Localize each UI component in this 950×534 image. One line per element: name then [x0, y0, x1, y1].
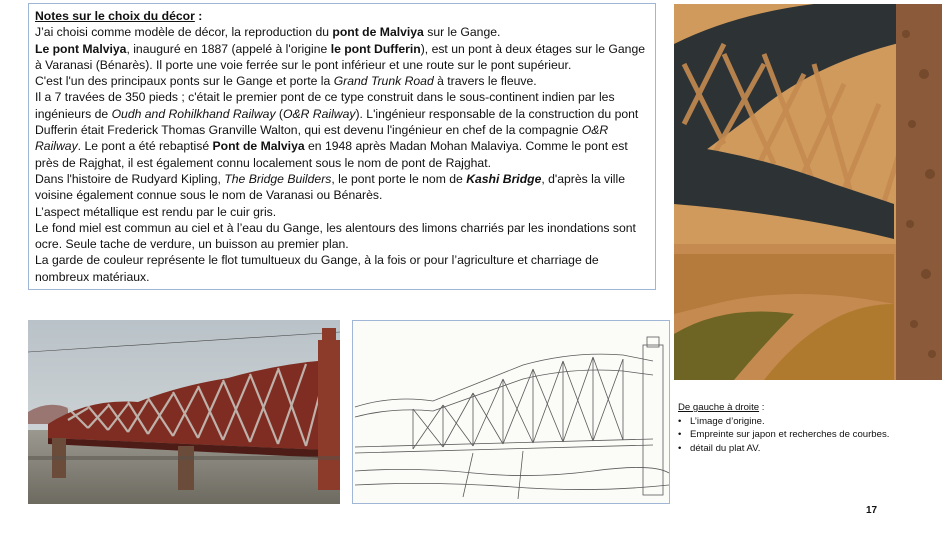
paragraph-2: Le pont Malviya, inauguré en 1887 (appelé à l'origine le pont Dufferin), est un pont à deux étages sur le Gange à Varanasi (Bénarès). Il porte une voie ferrée sur le pont inférieur et une route sur le pont supérieur.	[35, 41, 645, 72]
paragraph-3: C'est l'un des principaux ponts sur le Gange et porte la Grand Trunk Road à travers le fleuve.	[35, 74, 537, 89]
paragraph-4: Il a 7 travées de 350 pieds ; c'était le premier pont de ce type construit dans le sous-continent indien par les ingénieurs de Oudh and Rohilkhand Railway (O&R Railway). L'ingénieur responsable de la construction du pont Dufferin était Frederick Thomas Granville Walton, qui est devenu l'ingénieur en chef de la compagnie O&R Railway. Le pont a été rebaptisé Pont de Malviya en 1948 après Madan Mohan Malaviya. Comme le pont est près de Rajghat, il est également connu localement sous le nom de pont de Rajghat.	[35, 90, 639, 170]
paragraph-5: Dans l'histoire de Rudyard Kipling, The Bridge Builders, le pont porte le nom de Kashi Bridge, d'après la ville voisine également connue sous le nom de Varanasi ou Bénarès.	[35, 171, 625, 203]
bridge-photo	[28, 320, 340, 504]
caption-item: • détail du plat AV.	[688, 442, 946, 456]
paragraph-7: Le fond miel est commun au ciel et à l’eau du Gange, les alentours des limons charriés par les inondations sont ocre. Seule tache de verdure, un buisson au premier plan.	[35, 220, 636, 252]
paragraph-6: L’aspect métallique est rendu par le cuir gris.	[35, 204, 277, 219]
notes-text-box	[28, 3, 656, 290]
page-number: 17	[866, 505, 878, 516]
caption-list	[678, 415, 946, 456]
paragraph-8: La garde de couleur représente le flot tumultueux du Gange, à la fois or pour l’agriculture et charriage de nombreux matériaux.	[35, 253, 599, 284]
image-caption: De gauche à droite : • L’image d’origine. • Empreinte sur japon et recherches de courbes. • détail du plat AV.	[678, 401, 946, 455]
caption-title: De gauche à droite	[678, 402, 760, 413]
notes-title-colon: :	[194, 9, 203, 23]
leather-detail-photo	[674, 4, 942, 380]
paragraph-1: J’ai choisi comme modèle de décor, la reproduction du pont de Malviya sur le Gange.	[35, 25, 501, 40]
caption-item: • L’image d’origine.	[688, 415, 946, 429]
caption-item: • Empreinte sur japon et recherches de courbes.	[688, 428, 946, 442]
notes-title: Notes sur le choix du décor	[35, 9, 195, 23]
sketch-image	[352, 320, 670, 504]
